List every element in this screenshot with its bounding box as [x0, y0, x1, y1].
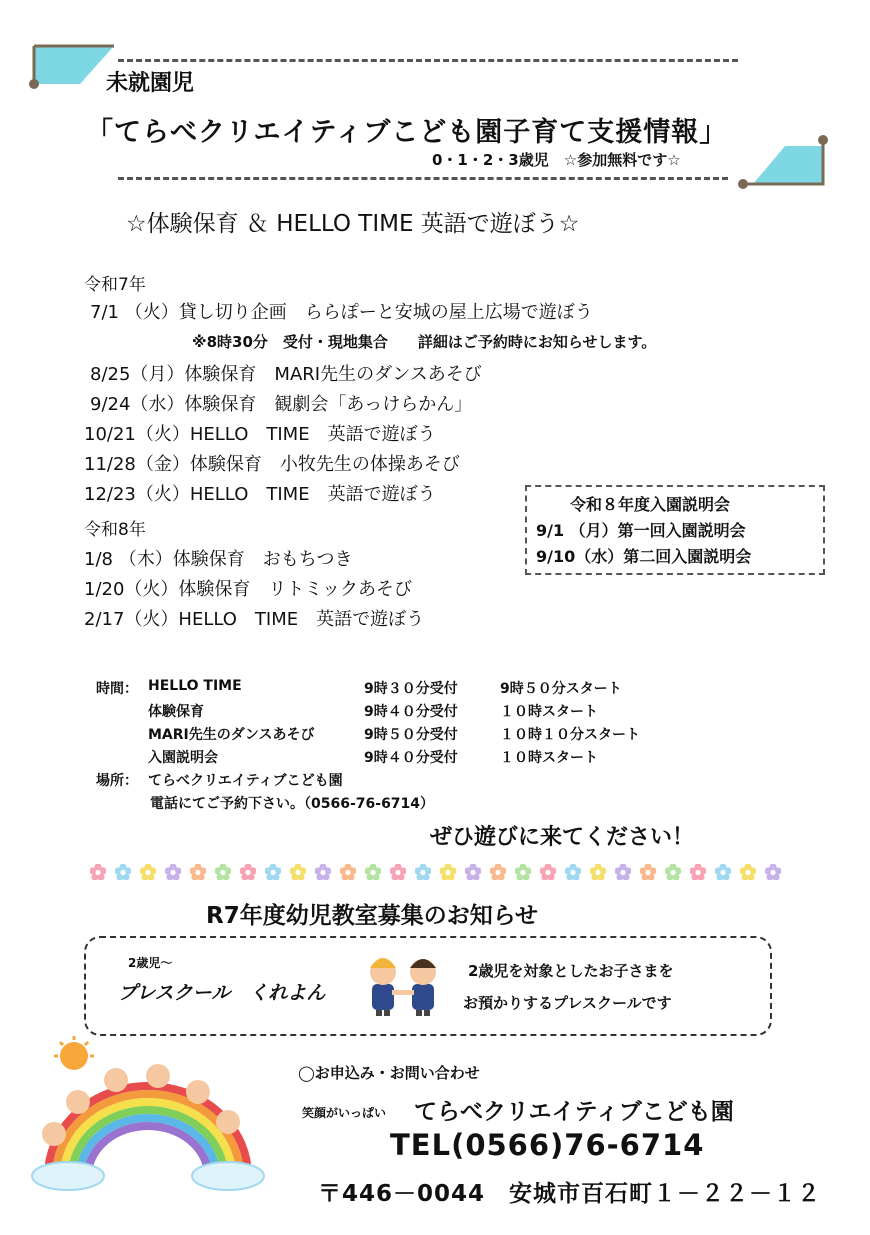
event-item: 1/8 （木）体験保育 おもちつき	[84, 549, 353, 570]
time-row-reception: 9時５０分受付	[364, 727, 458, 743]
event-item: 7/1 （火）貸し切り企画 ららぽーと安城の屋上広場で遊ぼう	[90, 302, 593, 323]
time-row-start: １０時スタート	[500, 704, 598, 720]
flower-icon	[465, 864, 481, 880]
flower-icon	[540, 864, 556, 880]
flower-icon	[690, 864, 706, 880]
time-row-name: HELLO TIME	[148, 678, 242, 694]
flower-icon	[215, 864, 231, 880]
invite-text: ぜひ遊びに来てください！	[430, 825, 695, 850]
contact-address: 〒446－0044 安城市百石町１－２２－１２	[318, 1181, 822, 1207]
header-title-top: 未就園児	[106, 71, 195, 96]
page-subtitle: ☆体験保育 ＆ HELLO TIME 英語で遊ぼう☆	[126, 211, 580, 237]
time-row-start: １０時１０分スタート	[500, 727, 640, 743]
rainbow-kids-illustration	[28, 1036, 278, 1196]
recruit-title: R7年度幼児教室募集のお知らせ	[206, 903, 539, 929]
header-title-main: 「てらべクリエイティブこども園子育て支援情報」	[86, 117, 728, 148]
event-item: 8/25（月）体験保育 MARI先生のダンスあそび	[90, 364, 482, 385]
kids-illustration	[366, 950, 442, 1016]
flower-icon	[765, 864, 781, 880]
flower-icon	[140, 864, 156, 880]
time-row-reception: 9時４０分受付	[364, 704, 458, 720]
event-item: 11/28（金）体験保育 小牧先生の体操あそび	[84, 454, 460, 475]
flower-icon	[440, 864, 456, 880]
event-item: 1/20（火）体験保育 リトミックあそび	[84, 579, 413, 600]
preschool-name: プレスクール くれよん	[118, 982, 326, 1004]
time-label: 時間：	[96, 681, 138, 697]
time-row-name: 体験保育	[148, 704, 204, 720]
flower-icon	[265, 864, 281, 880]
briefing-title: 令和８年度入園説明会	[570, 495, 731, 514]
flower-icon	[415, 864, 431, 880]
flower-icon	[640, 864, 656, 880]
time-row-reception: 9時４０分受付	[364, 750, 458, 766]
flower-icon	[90, 864, 106, 880]
place-value: てらべクリエイティブこども園	[148, 773, 343, 789]
preschool-desc: お預かりするプレスクールです	[463, 994, 672, 1012]
event-item: 10/21（火）HELLO TIME 英語で遊ぼう	[84, 424, 436, 445]
flower-icon	[715, 864, 731, 880]
flower-icon	[490, 864, 506, 880]
flower-icon	[190, 864, 206, 880]
place-label: 場所：	[96, 773, 138, 789]
header-divider-bottom	[118, 177, 728, 180]
flower-icon	[515, 864, 531, 880]
flower-icon	[740, 864, 756, 880]
year-label-r7: 令和7年	[84, 275, 146, 295]
contact-tel: TEL(0566)76-6714	[390, 1128, 705, 1162]
flower-icon	[290, 864, 306, 880]
corner-ribbon-top-right	[735, 130, 845, 200]
flower-icon	[390, 864, 406, 880]
year-label-r8: 令和8年	[84, 520, 146, 540]
flower-icon	[315, 864, 331, 880]
contact-label: ◯お申込み・お問い合わせ	[298, 1064, 480, 1082]
flower-icon	[565, 864, 581, 880]
time-row-name: MARI先生のダンスあそび	[148, 727, 315, 743]
event-item: 2/17（火）HELLO TIME 英語で遊ぼう	[84, 609, 425, 630]
time-row-reception: 9時３０分受付	[364, 681, 458, 697]
time-row-start: 9時５０分スタート	[500, 681, 622, 697]
briefing-item: 9/10（水）第二回入園説明会	[536, 547, 752, 566]
preschool-age: 2歳児～	[128, 956, 173, 970]
flower-icon	[590, 864, 606, 880]
flower-icon	[240, 864, 256, 880]
flower-icon	[665, 864, 681, 880]
event-note: ※8時30分 受付・現地集合 詳細はご予約時にお知らせします。	[192, 333, 657, 351]
flower-icon	[115, 864, 131, 880]
time-row-name: 入園説明会	[148, 750, 218, 766]
event-item: 12/23（火）HELLO TIME 英語で遊ぼう	[84, 484, 436, 505]
time-row-start: １０時スタート	[500, 750, 598, 766]
header-divider-top	[118, 59, 738, 62]
header-age-note: 0・1・2・3歳児 ☆参加無料です☆	[432, 151, 681, 169]
preschool-desc: 2歳児を対象としたお子さまを	[468, 962, 674, 980]
flower-icon	[340, 864, 356, 880]
event-item: 9/24（水）体験保育 観劇会「あっけらかん」	[90, 394, 473, 415]
reserve-note: 電話にてご予約下さい。（0566-76-6714）	[150, 796, 435, 812]
contact-name: てらべクリエイティブこども園	[414, 1099, 734, 1125]
flower-icon	[165, 864, 181, 880]
flower-icon	[365, 864, 381, 880]
contact-tagline: 笑顔がいっぱい	[302, 1106, 387, 1120]
briefing-item: 9/1 （月）第一回入園説明会	[536, 521, 746, 540]
flower-icon	[615, 864, 631, 880]
